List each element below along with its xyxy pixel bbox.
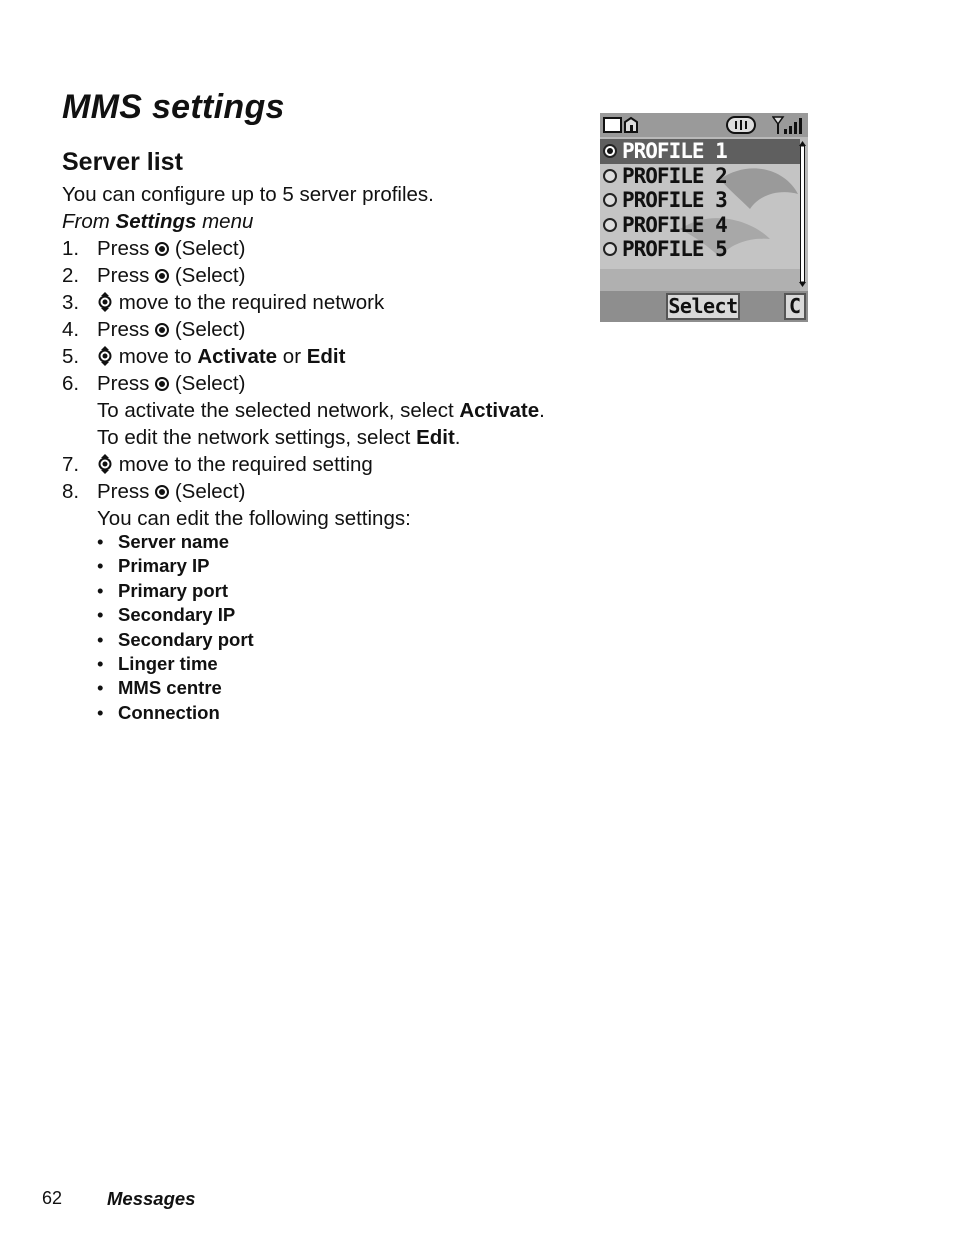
step-6-note-edit xyxy=(97,424,545,451)
step-8 xyxy=(62,478,545,532)
step-number: 7. xyxy=(62,453,80,476)
step-4 xyxy=(62,316,545,343)
phone-screen xyxy=(600,113,808,322)
page-title: MMS settings xyxy=(62,88,285,126)
select-softkey[interactable]: Select xyxy=(666,293,740,320)
from-prefix: From xyxy=(62,210,116,233)
list-item: • Primary port xyxy=(97,579,254,603)
from-menu-line xyxy=(62,208,253,235)
step-5 xyxy=(62,343,545,370)
select-key-icon xyxy=(155,485,169,499)
from-suffix: menu xyxy=(196,210,254,233)
list-item: • Primary IP xyxy=(97,554,254,578)
option-edit: Edit xyxy=(306,345,346,368)
list-item: • MMS centre xyxy=(97,676,254,700)
step-6 xyxy=(62,370,545,451)
menu-name: Settings xyxy=(115,210,197,233)
profile-label: PROFILE 5 xyxy=(622,237,727,261)
radio-icon xyxy=(603,218,617,232)
step-text: move to the required setting xyxy=(118,453,373,476)
list-item: • Secondary port xyxy=(97,628,254,652)
phone-status-bar xyxy=(600,113,808,137)
navigation-key-icon xyxy=(97,292,113,312)
step-2 xyxy=(62,262,545,289)
step-text: (Select) xyxy=(174,372,246,395)
profile-item-1[interactable] xyxy=(600,139,800,164)
note-text: . xyxy=(454,426,461,449)
signal-icon xyxy=(772,115,806,139)
radio-selected-icon xyxy=(603,144,617,158)
scrollbar[interactable] xyxy=(799,141,806,287)
profile-item-2[interactable] xyxy=(600,164,800,189)
step-text: Press xyxy=(97,480,150,503)
profile-list xyxy=(600,139,800,262)
profile-item-3[interactable] xyxy=(600,188,800,213)
step-text: Press xyxy=(97,237,150,260)
profile-label: PROFILE 3 xyxy=(622,188,727,212)
note-text: To edit the network settings, select xyxy=(97,426,417,449)
section-title: Server list xyxy=(62,148,183,176)
note-bold: Edit xyxy=(416,426,455,449)
step-text: Press xyxy=(97,372,150,395)
step-number: 4. xyxy=(62,318,80,341)
step-text: (Select) xyxy=(174,318,246,341)
profile-item-5[interactable] xyxy=(600,237,800,262)
intro-text: You can configure up to 5 server profiles. xyxy=(62,183,434,206)
note-text: To activate the selected network, select xyxy=(97,399,460,422)
step-7 xyxy=(62,451,545,478)
page-number: 62 xyxy=(42,1188,63,1208)
navigation-key-icon xyxy=(97,454,113,474)
step-number: 6. xyxy=(62,372,80,395)
step-6-note-activate xyxy=(97,397,545,424)
step-text: Press xyxy=(97,318,150,341)
step-text: or xyxy=(277,345,307,368)
profile-label: PROFILE 2 xyxy=(622,163,727,188)
list-item: • Secondary IP xyxy=(97,603,254,627)
option-activate: Activate xyxy=(197,345,278,368)
step-8-note: You can edit the following settings: xyxy=(97,507,411,530)
step-1 xyxy=(62,235,545,262)
profile-label: PROFILE 4 xyxy=(622,212,727,237)
select-key-icon xyxy=(155,323,169,337)
clear-softkey[interactable]: C xyxy=(784,293,806,320)
note-bold: Activate xyxy=(459,399,540,422)
step-text: (Select) xyxy=(174,264,246,287)
navigation-key-icon xyxy=(97,346,113,366)
select-key-icon xyxy=(155,269,169,283)
list-item: • Server name xyxy=(97,530,254,554)
list-item: • Linger time xyxy=(97,652,254,676)
select-key-icon xyxy=(155,377,169,391)
step-text: (Select) xyxy=(174,480,246,503)
step-text: Press xyxy=(97,264,150,287)
step-number: 1. xyxy=(62,237,80,260)
step-number: 2. xyxy=(62,264,80,287)
step-text: (Select) xyxy=(174,237,246,260)
ringer-icon xyxy=(726,116,756,138)
section-name: Messages xyxy=(107,1188,196,1209)
step-number: 3. xyxy=(62,291,80,314)
note-text: . xyxy=(539,399,545,422)
radio-icon xyxy=(603,193,617,207)
profile-item-4[interactable] xyxy=(600,213,800,238)
radio-icon xyxy=(603,242,617,256)
step-text: move to the required network xyxy=(118,291,385,314)
step-3 xyxy=(62,289,545,316)
step-number: 8. xyxy=(62,480,80,503)
select-key-icon xyxy=(155,242,169,256)
radio-icon xyxy=(603,169,617,183)
steps-list xyxy=(62,235,545,532)
message-icon xyxy=(603,116,639,138)
list-item: • Connection xyxy=(97,701,254,725)
settings-list xyxy=(97,530,254,725)
step-text: move to xyxy=(118,345,198,368)
profile-label: PROFILE 1 xyxy=(622,139,727,163)
step-number: 5. xyxy=(62,345,80,368)
